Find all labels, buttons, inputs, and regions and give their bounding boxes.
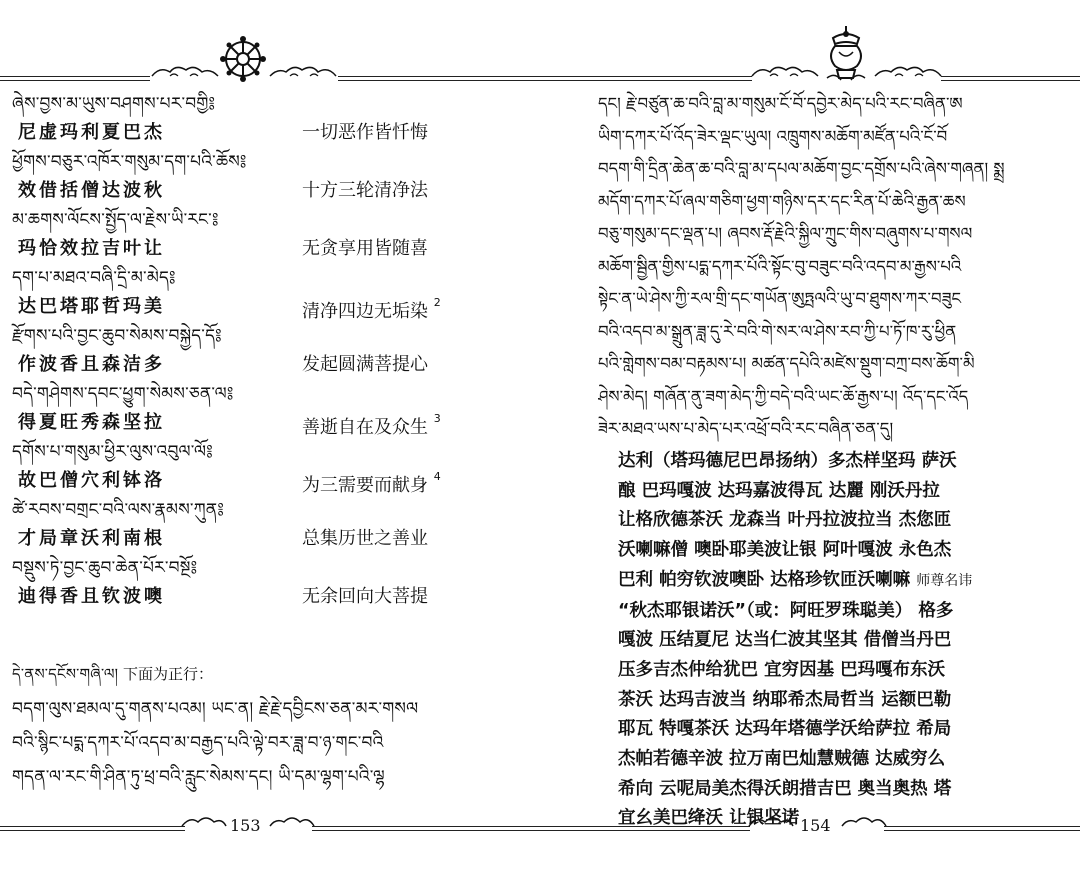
right-tibetan-block	[598, 88, 1073, 446]
cloud-ornament-icon	[747, 812, 795, 830]
cloud-ornament-icon	[750, 62, 820, 80]
section-note	[12, 660, 213, 688]
meaning: 无余回向大菩提	[302, 586, 428, 607]
tibetan-line: བའི་འདབ་མ་སྒྲུན་ཟླ་དུ་རེ་བའི་གེ་སར་ལ་ཤེས་རབ་ཀྱི་པ་ཏོ་ཁ་རུ་ཕྱིན	[598, 321, 957, 341]
tibetan-line: མ་ཆགས་ལོངས་སྤྱོད་ལ་རྗེས་ཡི་རང་༔	[12, 210, 219, 230]
tibetan-note-label: དེ་ནས་དངོས་གཞི་ལ།	[12, 665, 119, 683]
tibetan-line: ཚེ་རབས་བགྲང་བའི་ལས་རྣམས་ཀུན༔	[12, 500, 224, 520]
chinese-line: 嘎波 压结夏尼 达当仁波其坚其 借僧当丹巴	[618, 630, 952, 651]
chinese-line: “秋杰耶银诺沃”（或：阿旺罗珠聪美） 格多	[618, 600, 954, 621]
header-rule	[338, 76, 540, 81]
footnote-marker: 3	[433, 412, 441, 425]
header-rule	[941, 76, 1080, 81]
tibetan-line: དག་པ་མཐའ་བཞི་དྲི་མ་མེད༔	[12, 268, 176, 288]
footer-rule	[0, 826, 185, 831]
verse-row	[12, 176, 532, 206]
meaning: 为三需要而献身 $^4$	[302, 470, 441, 496]
transliteration: 玛恰效拉吉叶让	[18, 238, 165, 259]
tibetan-line: མཆོག་སྦྱིན་གྱིས་པདྨ་དཀར་པོའི་སྟོང་བུ་བཟུང་བའི་འདབ་མ་རྒྱས་པའི	[598, 256, 962, 276]
tibetan-line: བདེ་གཤེགས་དབང་ཕྱུག་སེམས་ཅན་ལ༔	[12, 384, 234, 404]
tibetan-line: བདག་གི་དྲིན་ཆེན་ཆ་བའི་བླ་མ་དཔལ་མཆོག་བྱང་དགྲོས་པའི་ཞེས་གཞན། སྨྲ	[598, 159, 1005, 178]
tibetan-line: མདོག་དཀར་པོ་ཞལ་གཅིག་ཕྱག་གཉིས་དར་དང་རིན་པོ་ཆེའི་རྒྱན་ཆས	[598, 191, 966, 211]
cloud-ornament-icon	[840, 812, 888, 830]
chinese-line: 希向 云呢局美杰得沃朗措吉巴 奥当奥热 塔	[618, 778, 952, 799]
right-chinese-block	[618, 447, 1073, 834]
closing-tibetan-block	[12, 692, 532, 794]
transliteration: 迪得香且钦波噢	[18, 586, 165, 607]
tibetan-line: ཤེས་མེད། གཞོན་ནུ་ཟག་མེད་ཀྱི་བདེ་བའི་ཡང་ཆོ་རྒྱས་པ། འོད་དང་འོད	[598, 386, 969, 406]
meaning: 善逝自在及众生 $^3$	[302, 412, 441, 438]
page-number: 153	[230, 816, 261, 835]
verse-row	[12, 524, 532, 554]
meaning: 清净四边无垢染 $^2$	[302, 296, 441, 322]
meaning: 一切恶作皆忏悔	[302, 122, 428, 143]
footer-rule	[884, 826, 1080, 831]
tibetan-line: དང། རྗེ་བཙུན་ཆ་བའི་བླ་མ་གསུམ་ངོ་བོ་དབྱེར་མེད་པའི་རང་བཞིན་ཨ	[598, 94, 963, 113]
chinese-line: 茶沃 达玛吉波当 纳耶希杰局哲当 运额巴勒	[618, 689, 952, 710]
tibetan-line: ཕྱོགས་བཅུར་འཁོར་གསུམ་དག་པའི་ཆོས༔	[12, 152, 247, 172]
small-note: 师尊名讳	[916, 572, 973, 589]
footnote-marker: 4	[433, 470, 441, 483]
meaning: 总集历世之善业	[302, 528, 428, 549]
cloud-ornament-icon	[268, 62, 338, 80]
header-rule	[0, 76, 150, 81]
chinese-line: 达利（塔玛德尼巴昂扬纳）多杰样坚玛 萨沃	[618, 451, 957, 471]
dharma-wheel-icon	[217, 33, 269, 85]
footer-rule	[312, 826, 540, 831]
cloud-ornament-icon	[268, 812, 316, 830]
right-page	[540, 0, 1080, 894]
chinese-line: 宜幺美巴绛沃 让银坚诺	[618, 808, 800, 829]
verse-row	[12, 408, 532, 438]
transliteration: 才局章沃利南根	[18, 528, 165, 549]
transliteration: 达巴塔耶哲玛美	[18, 296, 165, 317]
transliteration: 尼虚玛利夏巴杰	[18, 122, 165, 143]
meaning: 无贪享用皆随喜	[302, 238, 428, 259]
tibetan-line: བཅུ་གསུམ་དང་ལྡན་པ། ཞབས་རྡོ་རྗེའི་སྐྱིལ་ཀྲུང་གིས་བཞུགས་པ་གསལ	[598, 224, 973, 243]
verse-row	[12, 234, 532, 264]
treasure-vase-icon	[823, 24, 869, 84]
chinese-line: 巴利 帕穷钦波噢卧 达格珍钦匝沃喇嘛 师尊名讳	[618, 569, 973, 590]
tibetan-line: བསྡུས་ཏེ་བྱང་ཆུབ་ཆེན་པོར་བསྔོ༔	[12, 558, 198, 578]
chinese-line: 压多吉杰仲给犹巴 宜穷因基 巴玛嘎布东沃	[618, 659, 946, 680]
left-text-block	[12, 90, 532, 612]
tibetan-line: གདན་ལ་རང་གི་ཤིན་ཏུ་ཕྲ་བའི་རླུང་སེམས་དང། ཡི་དམ་ལྷག་པའི་ལྷ	[12, 767, 385, 787]
footnote-marker: 2	[433, 296, 441, 309]
footer-rule	[540, 826, 750, 831]
meaning: 发起圆满菩提心	[302, 354, 428, 375]
transliteration: 故巴僧穴利钵洛	[18, 470, 165, 491]
chinese-line: 沃喇嘛僧 噢卧耶美波让银 阿叶嘎波 永色杰	[618, 540, 952, 561]
tibetan-line: ཡིག་དཀར་པོ་འོད་ཟེར་ལྡང་ཡུལ། འཁྲུགས་མཆོག་མཛོན་པའི་ངོ་བོ	[598, 126, 948, 146]
tibetan-line: རྫོགས་པའི་བྱང་ཆུབ་སེམས་བསྐྱེད་དོ༔	[12, 326, 222, 346]
verse-row	[12, 582, 532, 612]
chinese-note-label: 下面为正行：	[123, 665, 214, 683]
transliteration: 效借括僧达波秋	[18, 180, 165, 201]
tibetan-line: པའི་གླེགས་བམ་བརྟམས་པ། མཚན་དཔེའི་མཛེས་སྡུག་བཀྲ་བས་ཆོག་མི	[598, 354, 975, 373]
verse-row	[12, 350, 532, 380]
transliteration: 得夏旺秀森坚拉	[18, 412, 165, 433]
tibetan-heading: ཞེས་བྱས་མ་ཡུས་བཤགས་པར་བགྱི༔	[12, 94, 216, 114]
tibetan-line: བདག་ལུས་ཐམལ་དུ་གནས་པའམ། ཡང་ན། རྗེ་རྗེ་དབྱིངས་ཅན་མར་གསལ	[12, 699, 419, 719]
tibetan-line: ཟེར་མཐའ་ཡས་པ་མེད་པར་འཕྲོ་བའི་རང་བཞིན་ཅན་དུ།	[598, 419, 894, 438]
chinese-line: 杰帕若德辛波 拉万南巴灿慧贼德 达威穷么	[618, 749, 946, 770]
transliteration: 作波香且森洁多	[18, 354, 165, 375]
verse-row	[12, 466, 532, 496]
tibetan-line: བའི་སྙིང་པདྨ་དཀར་པོ་འདབ་མ་བརྒྱད་པའི་ལྟེ་བར་ཟླ་བ་ཉ་གང་བའི	[12, 733, 384, 753]
verse-row	[12, 292, 532, 322]
cloud-ornament-icon	[150, 62, 220, 80]
chinese-line: 让格欣德茶沃 龙森当 叶丹拉波拉当 杰您匝	[618, 510, 952, 531]
chinese-line: 耶瓦 特嘎茶沃 达玛年塔德学沃给萨拉 希局	[618, 719, 952, 740]
cloud-ornament-icon	[873, 62, 943, 80]
cloud-ornament-icon	[180, 812, 228, 830]
header-rule	[540, 76, 752, 81]
page-number: 154	[800, 816, 831, 835]
tibetan-line: དགོས་པ་གསུམ་ཕྱིར་ལུས་འབུལ་ལོ༔	[12, 442, 213, 462]
tibetan-line: སྟེང་ན་ཡེ་ཤེས་ཀྱི་རལ་གྲི་དང་གཡོན་ཨུཏྤལའི་ཡུ་བ་ཐུགས་ཀར་བཟུང	[598, 289, 961, 308]
verse-row	[12, 118, 532, 148]
chinese-line: 酿 巴玛嘎波 达玛嘉波得瓦 达麗 刚沃丹拉	[618, 480, 940, 501]
meaning: 十方三轮清净法	[302, 180, 428, 201]
